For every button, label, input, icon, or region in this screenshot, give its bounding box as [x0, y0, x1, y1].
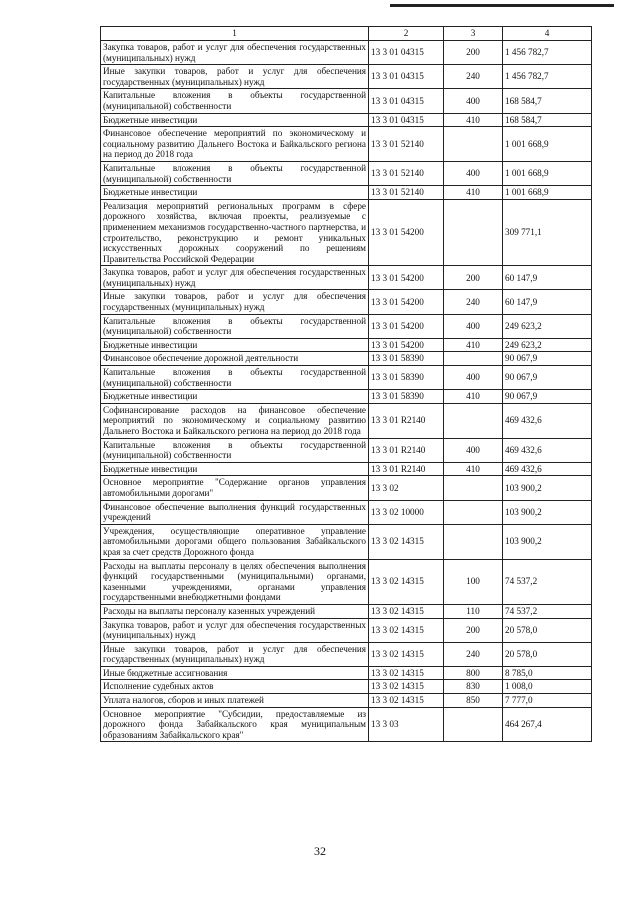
row-expense-type: 240: [444, 290, 503, 314]
row-name: Бюджетные инвестиции: [101, 462, 369, 476]
row-amount: 469 432,6: [503, 462, 592, 476]
row-name: Бюджетные инвестиции: [101, 113, 369, 127]
row-code: 13 3 02 14315: [369, 642, 444, 666]
row-expense-type: 400: [444, 314, 503, 338]
row-name: Бюджетные инвестиции: [101, 186, 369, 200]
row-expense-type: 200: [444, 266, 503, 290]
row-name: Расходы на выплаты персоналу казенных учреждений: [101, 604, 369, 618]
row-expense-type: 410: [444, 113, 503, 127]
row-expense-type: 850: [444, 694, 503, 708]
row-name: Закупка товаров, работ и услуг для обеспечения государственных (муниципальных) нужд: [101, 618, 369, 642]
row-expense-type: [444, 127, 503, 162]
row-name: Расходы на выплаты персоналу в целях обеспечения выполнения функций государственными (муниципальными) органами, казенными учреждениями, органами управления государственными внебюджетными фондами: [101, 559, 369, 604]
row-expense-type: 200: [444, 41, 503, 65]
row-expense-type: 400: [444, 366, 503, 390]
row-amount: 168 584,7: [503, 113, 592, 127]
table-row: [101, 707, 592, 742]
row-code: 13 3 01 R2140: [369, 462, 444, 476]
row-code: 13 3 01 04315: [369, 113, 444, 127]
row-amount: 464 267,4: [503, 707, 592, 742]
row-code: 13 3 01 54200: [369, 199, 444, 266]
row-name: Реализация мероприятий региональных программ в сфере дорожного хозяйства, включая проекты, реализуемые с применением механизмов государственно-частного партнерства, и строительство, реконструкцию и ремонт уникальных искусственных дорожных сооружений по решениям Правительства Российской Федерации: [101, 199, 369, 266]
row-amount: 20 578,0: [503, 618, 592, 642]
row-expense-type: 830: [444, 680, 503, 694]
row-expense-type: 400: [444, 161, 503, 185]
row-code: 13 3 01 52140: [369, 186, 444, 200]
row-amount: 469 432,6: [503, 403, 592, 438]
row-expense-type: 400: [444, 438, 503, 462]
row-name: Бюджетные инвестиции: [101, 338, 369, 352]
table-row: [101, 438, 592, 462]
row-expense-type: [444, 403, 503, 438]
row-name: Основное мероприятие "Субсидии, предоставляемые из дорожного фонда Забайкальского края муниципальным образованиям Забайкальского края": [101, 707, 369, 742]
row-code: 13 3 01 54200: [369, 266, 444, 290]
table-row: [101, 338, 592, 352]
table-row: [101, 266, 592, 290]
table-row: [101, 524, 592, 559]
table-row: [101, 680, 592, 694]
row-expense-type: 200: [444, 618, 503, 642]
table-row: [101, 462, 592, 476]
row-amount: 90 067,9: [503, 352, 592, 366]
row-code: 13 3 03: [369, 707, 444, 742]
row-amount: 1 456 782,7: [503, 65, 592, 89]
row-code: 13 3 02 14315: [369, 680, 444, 694]
row-code: 13 3 01 58390: [369, 366, 444, 390]
row-code: 13 3 01 R2140: [369, 403, 444, 438]
row-expense-type: [444, 199, 503, 266]
row-code: 13 3 02 14315: [369, 559, 444, 604]
header-rule: [390, 4, 614, 7]
row-name: Исполнение судебных актов: [101, 680, 369, 694]
row-code: 13 3 01 04315: [369, 41, 444, 65]
table-row: [101, 65, 592, 89]
row-name: Капитальные вложения в объекты государственной (муниципальной) собственности: [101, 366, 369, 390]
table-header-row: [101, 27, 592, 41]
row-amount: 74 537,2: [503, 559, 592, 604]
row-expense-type: 410: [444, 338, 503, 352]
row-code: 13 3 01 R2140: [369, 438, 444, 462]
row-expense-type: [444, 500, 503, 524]
row-expense-type: 240: [444, 642, 503, 666]
row-name: Иные бюджетные ассигнования: [101, 666, 369, 680]
row-name: Иные закупки товаров, работ и услуг для обеспечения государственных (муниципальных) нужд: [101, 65, 369, 89]
row-amount: 1 001 668,9: [503, 186, 592, 200]
row-amount: 1 001 668,9: [503, 127, 592, 162]
row-name: Финансовое обеспечение выполнения функций государственных учреждений: [101, 500, 369, 524]
row-amount: 60 147,9: [503, 290, 592, 314]
row-amount: 74 537,2: [503, 604, 592, 618]
row-name: Иные закупки товаров, работ и услуг для обеспечения государственных (муниципальных) нужд: [101, 642, 369, 666]
row-amount: 1 008,0: [503, 680, 592, 694]
table-row: [101, 500, 592, 524]
table-body: [101, 41, 592, 742]
row-code: 13 3 02 10000: [369, 500, 444, 524]
column-header: 4: [503, 27, 592, 41]
row-amount: 249 623,2: [503, 338, 592, 352]
row-name: Иные закупки товаров, работ и услуг для обеспечения государственных (муниципальных) нужд: [101, 290, 369, 314]
row-expense-type: [444, 476, 503, 500]
row-name: Закупка товаров, работ и услуг для обеспечения государственных (муниципальных) нужд: [101, 266, 369, 290]
row-amount: 1 456 782,7: [503, 41, 592, 65]
row-amount: 90 067,9: [503, 390, 592, 404]
table-row: [101, 694, 592, 708]
row-expense-type: 800: [444, 666, 503, 680]
table-row: [101, 559, 592, 604]
row-expense-type: 410: [444, 186, 503, 200]
table-row: [101, 604, 592, 618]
table-row: [101, 186, 592, 200]
row-code: 13 3 01 54200: [369, 290, 444, 314]
row-expense-type: [444, 352, 503, 366]
column-header: 2: [369, 27, 444, 41]
table-row: [101, 666, 592, 680]
row-code: 13 3 01 54200: [369, 314, 444, 338]
row-amount: 8 785,0: [503, 666, 592, 680]
row-name: Финансовое обеспечение дорожной деятельности: [101, 352, 369, 366]
table-row: [101, 314, 592, 338]
row-amount: 103 900,2: [503, 476, 592, 500]
row-expense-type: [444, 524, 503, 559]
row-name: Капитальные вложения в объекты государственной (муниципальной) собственности: [101, 89, 369, 113]
table-row: [101, 642, 592, 666]
table-row: [101, 161, 592, 185]
page-number: 32: [314, 844, 326, 858]
row-expense-type: 410: [444, 390, 503, 404]
row-name: Уплата налогов, сборов и иных платежей: [101, 694, 369, 708]
table-row: [101, 127, 592, 162]
table-row: [101, 390, 592, 404]
row-code: 13 3 01 04315: [369, 65, 444, 89]
row-code: 13 3 02: [369, 476, 444, 500]
row-code: 13 3 01 58390: [369, 390, 444, 404]
row-code: 13 3 02 14315: [369, 694, 444, 708]
row-expense-type: 240: [444, 65, 503, 89]
row-amount: 1 001 668,9: [503, 161, 592, 185]
row-name: Бюджетные инвестиции: [101, 390, 369, 404]
row-name: Капитальные вложения в объекты государственной (муниципальной) собственности: [101, 161, 369, 185]
row-amount: 249 623,2: [503, 314, 592, 338]
row-expense-type: 400: [444, 89, 503, 113]
table-row: [101, 113, 592, 127]
table-row: [101, 41, 592, 65]
table-row: [101, 199, 592, 266]
row-name: Основное мероприятие "Содержание органов управления автомобильными дорогами": [101, 476, 369, 500]
row-amount: 103 900,2: [503, 500, 592, 524]
table-row: [101, 89, 592, 113]
row-name: Капитальные вложения в объекты государственной (муниципальной) собственности: [101, 314, 369, 338]
row-expense-type: 110: [444, 604, 503, 618]
row-amount: 469 432,6: [503, 438, 592, 462]
column-header: 3: [444, 27, 503, 41]
row-name: Финансовое обеспечение мероприятий по экономическому и социальному развитию Дальнего Востока и Байкальского региона на период до 2018 года: [101, 127, 369, 162]
row-code: 13 3 02 14315: [369, 604, 444, 618]
row-code: 13 3 01 52140: [369, 127, 444, 162]
row-code: 13 3 02 14315: [369, 524, 444, 559]
row-expense-type: 100: [444, 559, 503, 604]
row-code: 13 3 01 54200: [369, 338, 444, 352]
row-amount: 168 584,7: [503, 89, 592, 113]
row-code: 13 3 01 58390: [369, 352, 444, 366]
row-amount: 90 067,9: [503, 366, 592, 390]
row-amount: 309 771,1: [503, 199, 592, 266]
row-name: Софинансирование расходов на финансовое обеспечение мероприятий по экономическому и социальному развитию Дальнего Востока и Байкальского региона на период до 2018 года: [101, 403, 369, 438]
table-row: [101, 290, 592, 314]
column-header: 1: [101, 27, 369, 41]
table-row: [101, 403, 592, 438]
table-row: [101, 618, 592, 642]
row-expense-type: 410: [444, 462, 503, 476]
row-code: 13 3 01 52140: [369, 161, 444, 185]
row-code: 13 3 02 14315: [369, 666, 444, 680]
row-name: Закупка товаров, работ и услуг для обеспечения государственных (муниципальных) нужд: [101, 41, 369, 65]
row-name: Капитальные вложения в объекты государственной (муниципальной) собственности: [101, 438, 369, 462]
row-amount: 60 147,9: [503, 266, 592, 290]
row-code: 13 3 02 14315: [369, 618, 444, 642]
row-code: 13 3 01 04315: [369, 89, 444, 113]
table-row: [101, 476, 592, 500]
row-expense-type: [444, 707, 503, 742]
row-amount: 7 777,0: [503, 694, 592, 708]
table-row: [101, 352, 592, 366]
budget-table: [100, 26, 592, 742]
row-name: Учреждения, осуществляющие оперативное управление автомобильными дорогами общего пользования Забайкальского края за счет средств Дорожного фонда: [101, 524, 369, 559]
row-amount: 103 900,2: [503, 524, 592, 559]
table-row: [101, 366, 592, 390]
row-amount: 20 578,0: [503, 642, 592, 666]
